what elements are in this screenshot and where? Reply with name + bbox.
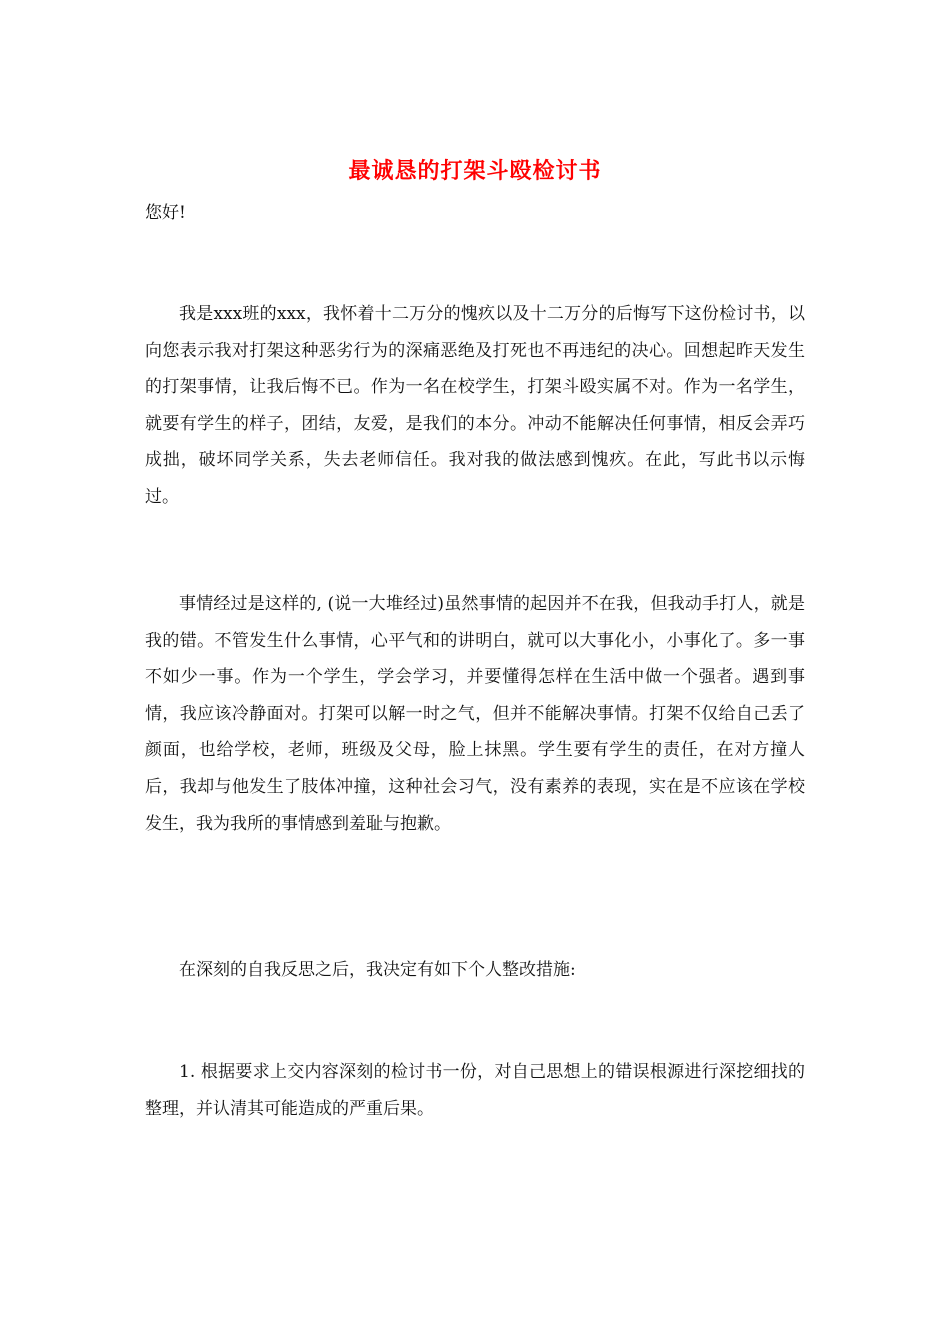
body-paragraph: 我是xxx班的xxx，我怀着十二万分的愧疚以及十二万分的后悔写下这份检讨书，以向您表示我对打架这种恶劣行为的深痛恶绝及打死也不再违纪的决心。回想起昨天发生的打架事情，让我后悔不已。作为一名在校学生，打架斗殴实属不对。作为一名学生，就要有学生的样子，团结，友爱，是我们的本分。冲动不能解决任何事情，相反会弄巧成拙，破坏同学关系，失去老师信任。我对我的做法感到愧疚。在此，写此书以示悔过。 bbox=[145, 304, 805, 507]
body-paragraph: 在深刻的自我反思之后，我决定有如下个人整改措施: bbox=[179, 960, 576, 980]
greeting-text: 您好! bbox=[145, 203, 186, 223]
list-item-paragraph: 1. 根据要求上交内容深刻的检讨书一份，对自己思想上的错误根源进行深挖细找的整理，并认清其可能造成的严重后果。 bbox=[145, 1062, 805, 1119]
document-title: 最诚恳的打架斗殴检讨书 bbox=[348, 158, 602, 184]
body-paragraph: 事情经过是这样的, (说一大堆经过)虽然事情的起因并不在我，但我动手打人，就是我的错。不管发生什么事情，心平气和的讲明白，就可以大事化小，小事化了。多一事不如少一事。作为一个学生，学会学习，并要懂得怎样在生活中做一个强者。遇到事情，我应该冷静面对。打架可以解一时之气，但并不能解决事情。打架不仅给自己丢了颜面，也给学校，老师，班级及父母，脸上抹黑。学生要有学生的责任，在对方撞人后，我却与他发生了肢体冲撞，这种社会习气，没有素养的表现，实在是不应该在学校发生，我为我所的事情感到羞耻与抱歉。 bbox=[145, 594, 805, 834]
